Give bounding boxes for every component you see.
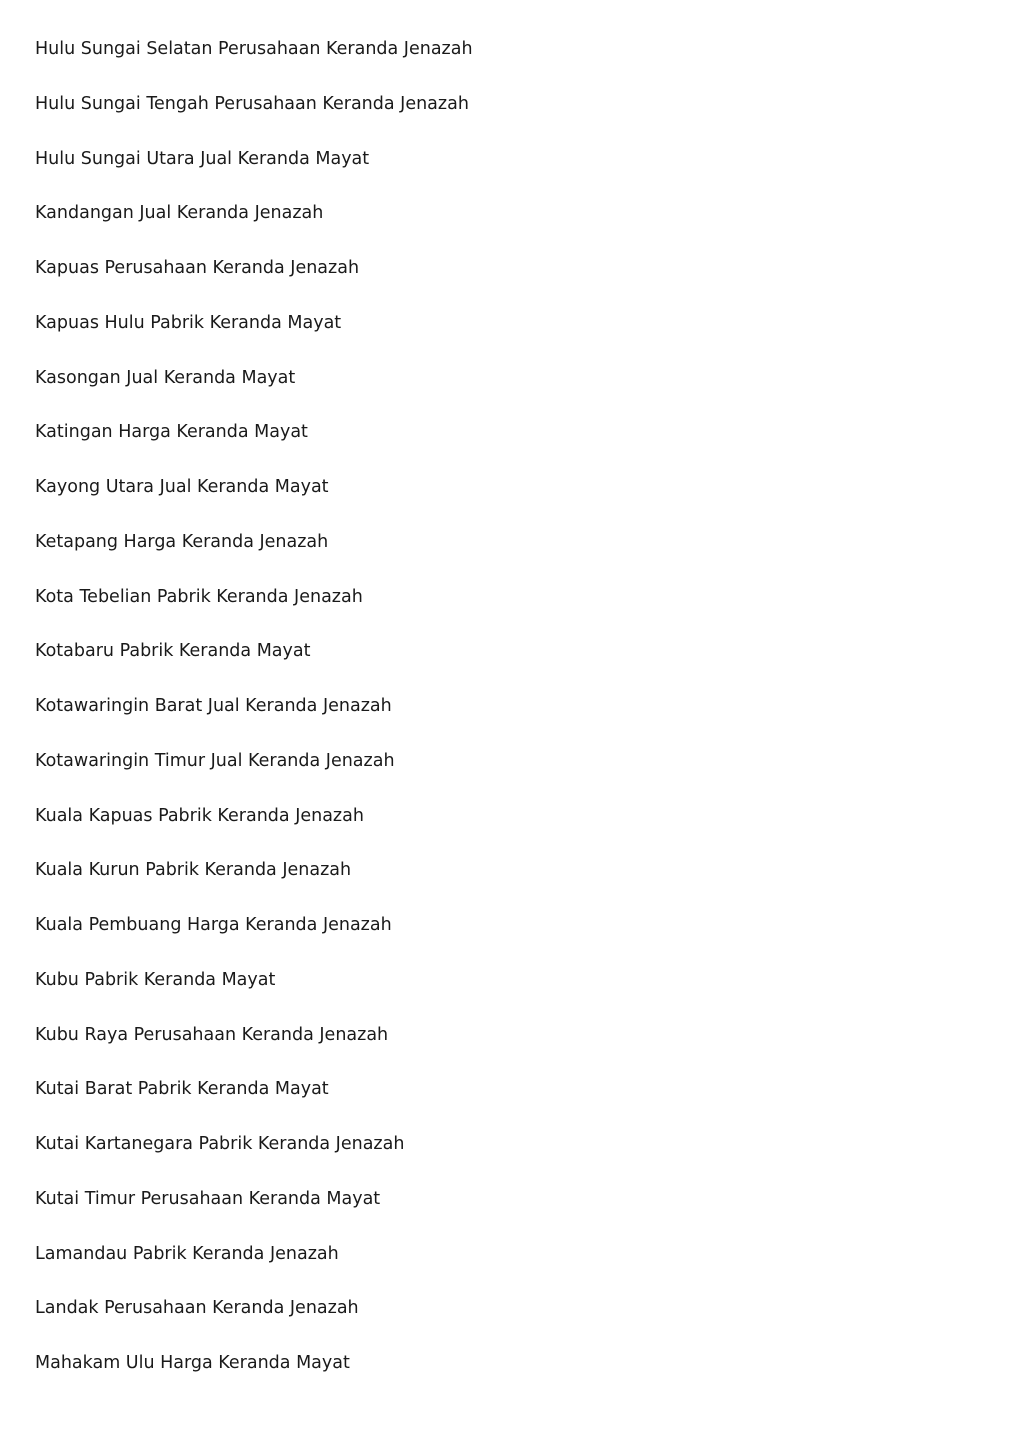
- list-item-text: Kayong Utara Jual Keranda Mayat: [35, 477, 329, 497]
- list-item: [35, 257, 473, 312]
- list-item: [35, 148, 473, 203]
- list-item: [35, 38, 473, 93]
- list-item: [35, 421, 473, 476]
- list-item-text: Landak Perusahaan Keranda Jenazah: [35, 1298, 359, 1319]
- list-item: [35, 969, 473, 1024]
- list-item: [35, 640, 473, 695]
- list-item-text: Kuala Kapuas Pabrik Keranda Jenazah: [35, 805, 364, 826]
- list-item-text: Hulu Sungai Selatan Perusahaan Keranda Jenazah: [35, 39, 473, 59]
- list-item: [35, 586, 473, 641]
- list-item: [35, 859, 473, 914]
- list-item-text: Kasongan Jual Keranda Mayat: [35, 367, 296, 388]
- list-item-text: Kubu Raya Perusahaan Keranda Jenazah: [35, 1024, 389, 1045]
- list-item: [35, 1352, 473, 1407]
- list-item: [35, 805, 473, 860]
- list-item-text: Katingan Harga Keranda Mayat: [35, 422, 308, 443]
- list-item-text: Lamandau Pabrik Keranda Jenazah: [35, 1243, 339, 1264]
- list-item-text: Kutai Timur Perusahaan Keranda Mayat: [35, 1188, 381, 1209]
- list-item: [35, 367, 473, 422]
- list-item: [35, 1297, 473, 1352]
- list-item-text: Kutai Barat Pabrik Keranda Mayat: [35, 1079, 329, 1100]
- list-item-text: Kuala Pembuang Harga Keranda Jenazah: [35, 915, 392, 935]
- list-item: [35, 476, 473, 531]
- list-item-text: Kuala Kurun Pabrik Keranda Jenazah: [35, 860, 352, 881]
- list-item-text: Kutai Kartanegara Pabrik Keranda Jenazah: [35, 1134, 405, 1154]
- list-item-text: Kandangan Jual Keranda Jenazah: [35, 203, 324, 224]
- list-item: [35, 531, 473, 586]
- list-item: [35, 202, 473, 257]
- list-item-text: Kota Tebelian Pabrik Keranda Jenazah: [35, 586, 363, 607]
- list-item: [35, 1133, 473, 1188]
- location-list: [35, 38, 473, 1407]
- list-item-text: Hulu Sungai Tengah Perusahaan Keranda Jenazah: [35, 93, 469, 114]
- list-item: [35, 750, 473, 805]
- list-item-text: Kapuas Hulu Pabrik Keranda Mayat: [35, 312, 342, 333]
- list-item: [35, 1188, 473, 1243]
- list-item: [35, 914, 473, 969]
- list-item-text: Kotawaringin Barat Jual Keranda Jenazah: [35, 696, 392, 716]
- list-item-text: Ketapang Harga Keranda Jenazah: [35, 531, 329, 552]
- list-item-text: Hulu Sungai Utara Jual Keranda Mayat: [35, 148, 370, 169]
- list-item-text: Kotabaru Pabrik Keranda Mayat: [35, 641, 311, 662]
- list-item-text: Kotawaringin Timur Jual Keranda Jenazah: [35, 750, 395, 771]
- list-item: [35, 1243, 473, 1298]
- list-item: [35, 312, 473, 367]
- list-item: [35, 695, 473, 750]
- list-item-text: Mahakam Ulu Harga Keranda Mayat: [35, 1353, 350, 1373]
- list-item: [35, 93, 473, 148]
- list-item-text: Kubu Pabrik Keranda Mayat: [35, 969, 276, 990]
- list-item: [35, 1024, 473, 1079]
- list-item: [35, 1078, 473, 1133]
- list-item-text: Kapuas Perusahaan Keranda Jenazah: [35, 258, 360, 278]
